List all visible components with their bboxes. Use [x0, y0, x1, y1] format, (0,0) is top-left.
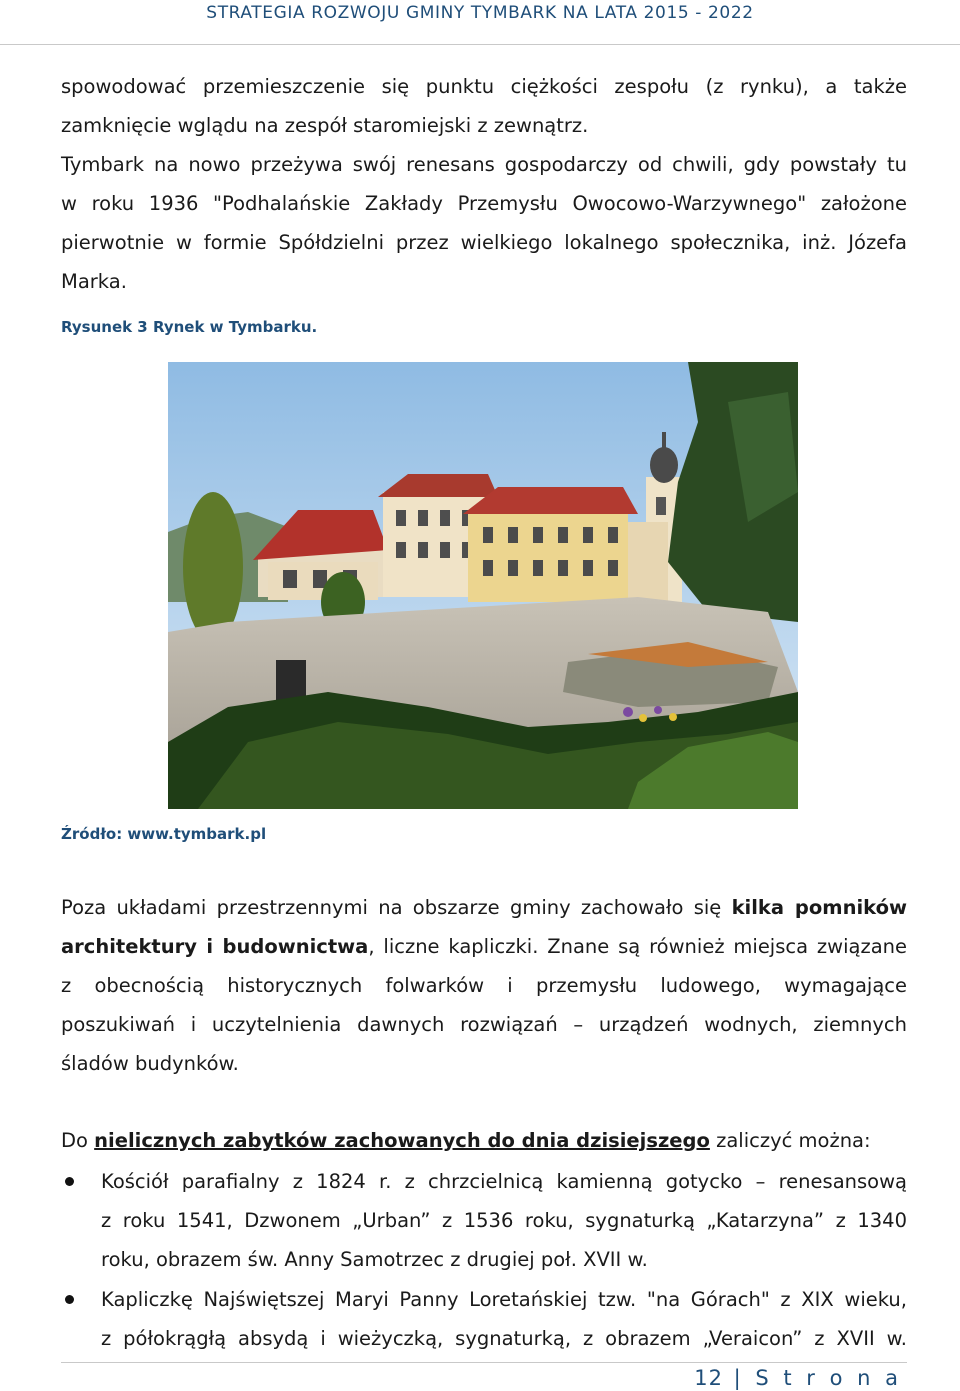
- underlined-heading: nielicznych zabytków zachowanych do dnia dzisiejszego: [94, 1129, 710, 1152]
- page-label: S t r o n a: [755, 1366, 902, 1390]
- text-line: z obecnością historycznych folwarków i przemysłu ludowego, wymagające: [61, 974, 907, 997]
- emphasis-text: architektury i budownictwa: [61, 935, 369, 958]
- text-fragment: , liczne kapliczki. Znane są również miejsca związane: [368, 935, 908, 958]
- text-line: [61, 927, 907, 966]
- figure-source: Źródło: www.tymbark.pl: [61, 825, 267, 843]
- intro-paragraph: [61, 67, 907, 301]
- footer-separator: |: [733, 1366, 745, 1390]
- header-divider: [0, 44, 960, 45]
- bullet-icon: [65, 1295, 74, 1304]
- figure-caption: Rysunek 3 Rynek w Tymbarku.: [61, 318, 318, 336]
- emphasis-text: kilka pomników: [731, 896, 907, 919]
- page-footer: [694, 1366, 902, 1390]
- text-line: roku, obrazem św. Anny Samotrzec z drugiej poł. XVII w.: [101, 1248, 648, 1271]
- text-line: z roku 1541, Dzwonem „Urban” z 1536 roku, sygnaturką „Katarzyna” z 1340: [101, 1209, 907, 1232]
- footer-divider: [61, 1362, 907, 1363]
- bullet-icon: [65, 1177, 74, 1186]
- list-intro: [61, 1121, 907, 1160]
- monuments-list: [61, 1162, 907, 1359]
- page-number: 12: [694, 1366, 723, 1390]
- text-line: pierwotnie w formie Spółdzielni przez wielkiego lokalnego społecznika, inż. Józefa: [61, 231, 907, 254]
- text-line: poszukiwań i uczytelnienia dawnych rozwiązań – urządzeń wodnych, ziemnych: [61, 1013, 907, 1036]
- text-line: Kapliczkę Najświętszej Maryi Panny Loretańskiej tzw. "na Górach" z XIX wieku,: [101, 1288, 907, 1311]
- text-line: zamknięcie wglądu na zespół staromiejski z zewnątrz.: [61, 114, 589, 137]
- text-fragment: Do: [61, 1129, 95, 1152]
- text-fragment: Poza układami przestrzennymi na obszarze gminy zachowało się: [61, 896, 732, 919]
- market-square-photo: [168, 362, 798, 809]
- text-line: w roku 1936 "Podhalańskie Zakłady Przemysłu Owocowo-Warzywnego" założone: [61, 192, 907, 215]
- text-fragment: zaliczyć można:: [709, 1129, 871, 1152]
- list-item: [61, 1162, 907, 1279]
- monuments-paragraph: [61, 888, 907, 1083]
- page-header: [0, 0, 960, 46]
- list-item: [61, 1280, 907, 1358]
- text-line: Kościół parafialny z 1824 r. z chrzcielnicą kamienną gotycko – renesansową: [101, 1170, 907, 1193]
- text-line: spowodować przemieszczenie się punktu ciężkości zespołu (z rynku), a także: [61, 75, 907, 98]
- text-line: [61, 888, 907, 927]
- text-line: z półokrągłą absydą i wieżyczką, sygnaturką, z obrazem „Veraicon” z XVII w.: [101, 1327, 907, 1350]
- text-line: śladów budynków.: [61, 1052, 239, 1075]
- document-title: STRATEGIA ROZWOJU GMINY TYMBARK NA LATA 2015 - 2022: [206, 3, 754, 23]
- text-line: Tymbark na nowo przeżywa swój renesans gospodarczy od chwili, gdy powstały tu: [61, 153, 907, 176]
- text-line: Marka.: [61, 270, 127, 293]
